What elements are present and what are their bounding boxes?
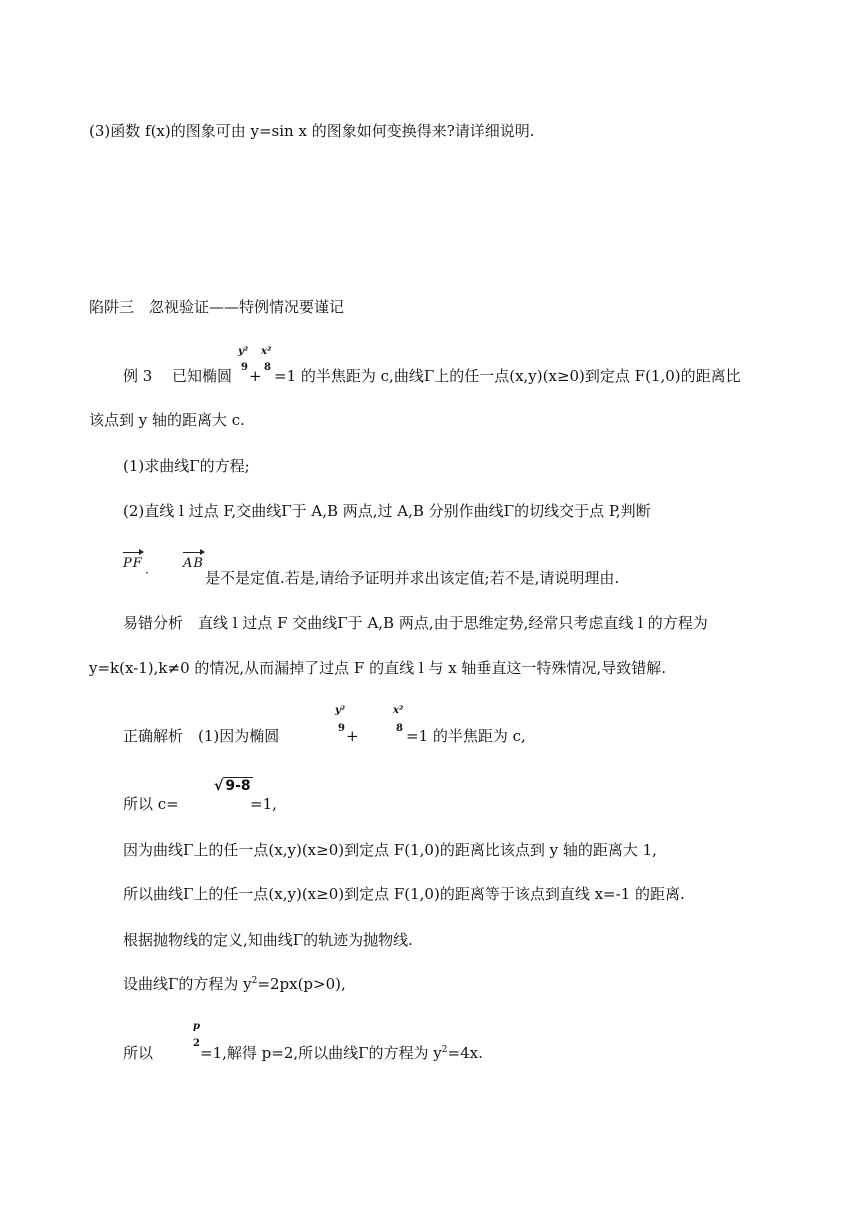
plus-sign: + xyxy=(249,367,262,385)
definition-line: 根据抛物线的定义,知曲线Γ的轨迹为抛物线. xyxy=(123,931,413,949)
set-equation-b: =2px(p>0), xyxy=(257,975,346,993)
because-line: 因为曲线Γ上的任一点(x,y)(x≥0)到定点 F(1,0)的距离比该点到 y 轴的距离大 1, xyxy=(123,841,657,859)
error-analysis-line1: 易错分析 直线 l 过点 F 交曲线Γ于 A,B 两点,由于思维定势,经常只考虑直线 l 的方程为 xyxy=(123,614,708,632)
fraction-p: p xyxy=(193,1021,200,1032)
vector-ab xyxy=(183,556,204,571)
example-label: 例 3 xyxy=(123,367,153,385)
vector-pf xyxy=(123,556,143,571)
last-line-a: 所以 xyxy=(123,1044,154,1062)
square-root: √ 9-8 xyxy=(214,778,251,794)
fraction-numerator-y2: y² xyxy=(238,346,249,357)
solution-text-b: =1 的半焦距为 c, xyxy=(406,727,526,745)
superscript-2b: 2 xyxy=(441,1045,448,1055)
solution-frac-9: 9 xyxy=(338,723,345,734)
c-line-b: =1, xyxy=(250,795,277,813)
set-equation-a: 设曲线Γ的方程为 y xyxy=(123,975,252,993)
fraction-2: 2 xyxy=(193,1038,200,1049)
radicand: 9-8 xyxy=(225,778,251,794)
vector-ab-label: AB xyxy=(183,556,204,571)
last-line-b xyxy=(200,1043,483,1063)
error-analysis-line2: y=k(x-1),k≠0 的情况,从而漏掉了过点 F 的直线 l 与 x 轴垂直这一特殊情况,导致错解. xyxy=(89,659,666,677)
example-text-a: 已知椭圆 xyxy=(172,367,233,385)
set-equation-line xyxy=(123,974,346,994)
solution-frac-8: 8 xyxy=(396,723,403,734)
so-line: 所以曲线Γ上的任一点(x,y)(x≥0)到定点 F(1,0)的距离等于该点到直线 x=-1 的距离. xyxy=(123,885,685,903)
fraction-denominator-9: 9 xyxy=(241,362,248,373)
example-text-b: =1 的半焦距为 c,曲线Γ上的任一点(x,y)(x≥0)到定点 F(1,0)的距离比 xyxy=(274,367,741,385)
section-title: 陷阱三 忽视验证——特例情况要谨记 xyxy=(89,298,345,316)
part-1: (1)求曲线Γ的方程; xyxy=(123,457,250,475)
question-3: (3)函数 f(x)的图象可由 y=sin x 的图象如何变换得来?请详细说明. xyxy=(89,122,535,140)
part-2-tail: 是不是定值.若是,请给予证明并求出该定值;若不是,请说明理由. xyxy=(205,569,620,587)
fraction-denominator-8: 8 xyxy=(264,362,271,373)
dot-product: · xyxy=(145,566,149,580)
superscript-2: 2 xyxy=(251,976,258,986)
last-line-b-text: =1,解得 p=2,所以曲线Γ的方程为 y xyxy=(200,1044,442,1062)
solution-frac-y2: y² xyxy=(335,705,346,716)
fraction-numerator-x2: x² xyxy=(261,346,272,357)
example-text-line2: 该点到 y 轴的距离大 c. xyxy=(89,411,245,429)
part-2: (2)直线 l 过点 F,交曲线Γ于 A,B 两点,过 A,B 分别作曲线Γ的切线交于点 P,判断 xyxy=(123,502,651,520)
c-line-a: 所以 c= xyxy=(123,795,179,813)
vector-pf-label: PF xyxy=(123,556,143,571)
last-line-c: =4x. xyxy=(447,1044,483,1062)
solution-plus: + xyxy=(346,727,359,745)
solution-frac-x2: x² xyxy=(393,705,404,716)
solution-text-a: 正确解析 (1)因为椭圆 xyxy=(123,727,280,745)
